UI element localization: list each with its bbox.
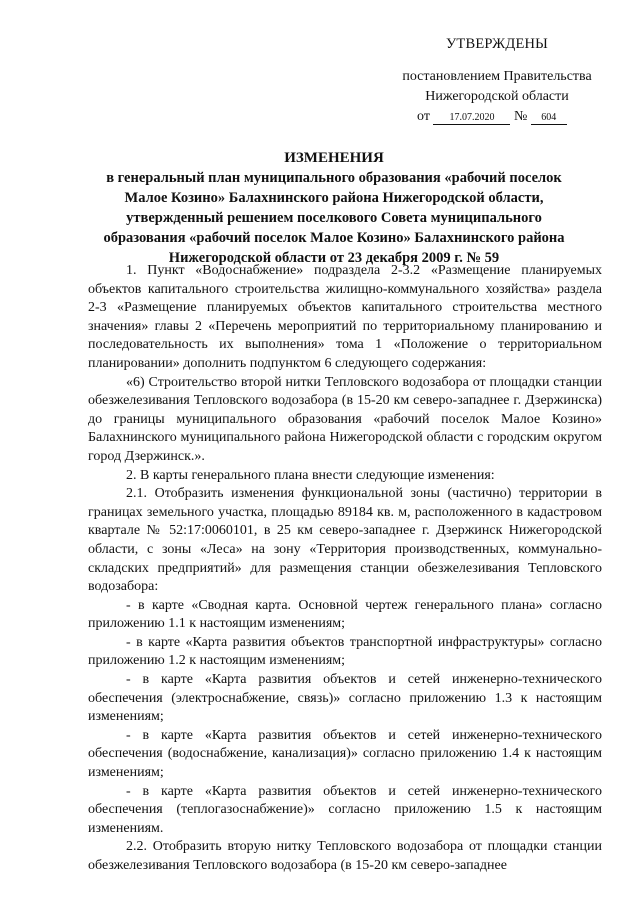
list-item-map-1-2: - в карте «Карта развития объектов транспортной инфраструктуры» согласно приложению 1.2 к настоящим изменениям; (88, 634, 602, 669)
approval-date-line (392, 107, 602, 127)
document-title (88, 148, 580, 268)
paragraph-1: 1. Пункт «Водоснабжение» подраздела 2-3.2 «Размещение планируемых объектов капитального строительства жилищно-коммунального хозяйства» раздела 2-3 «Размещение планируемых объектов капитального строительства местного значения» главы 2 «Перечень мероприятий по территориальному планированию и последовательность их выполнения» тома 1 «Положение о территориальном планировании» дополнить подпунктом 6 следующего содержания: (88, 263, 602, 371)
approval-number: 604 (531, 112, 567, 125)
from-label: от (417, 109, 430, 124)
document-body (88, 262, 602, 876)
list-item-map-1-5: - в карте «Карта развития объектов и сетей инженерно-технического обеспечения (теплогазоснабжение)» согласно приложению 1.5 к настоящим изменениям. (88, 783, 602, 836)
paragraph-2-2: 2.2. Отобразить вторую нитку Тепловского водозабора от площадки станции обезжелезивания Тепловского водозабора (в 15-20 км северо-западнее (88, 839, 602, 873)
list-item-map-1-4: - в карте «Карта развития объектов и сетей инженерно-технического обеспечения (водоснабжение, канализация)» согласно приложению 1.4 к настоящим изменениям; (88, 727, 602, 781)
approval-date: 17.07.2020 (433, 112, 510, 125)
list-item-map-1-3: - в карте «Карта развития объектов и сетей инженерно-технического обеспечения (электроснабжение, связь)» согласно приложению 1.3 к настоящим изменениям; (88, 672, 602, 725)
paragraph-2-1: 2.1. Отобразить изменения функциональной зоны (частично) территории в границах земельного участка, площадью 89184 кв. м, расположенного в кадастровом квартале № 52:17:0060101, в 25 км северо-западнее г. Дзержинск Нижегородской области, с зоны «Леса» на зону «Территория производственных, коммунально-складских предприятий» для размещения станции обезжелезивания Тепловского водозабора: (88, 486, 602, 595)
paragraph-2: 2. В карты генерального плана внести следующие изменения: (126, 467, 495, 483)
title-main: ИЗМЕНЕНИЯ (284, 150, 384, 166)
title-subtitle: в генеральный план муниципального образования «рабочий поселок Малое Козино» Балахнинского района Нижегородской области, утвержденный решением поселкового Совета муниципального образования «рабочий поселок Малое Козино» Балахнинского района Нижегородской области от 23 декабря 2009 г. № 59 (103, 170, 565, 266)
approval-block (392, 34, 602, 127)
approval-line-2: Нижегородской области (425, 89, 569, 104)
paragraph-quote: «6) Строительство второй нитки Тепловского водозабора от площадки станции обезжелезивания Тепловского водозабора (в 15-20 км северо-западнее г. Дзержинска) до границы муниципального образования «рабочий поселок Малое Козино» Балахнинского муниципального района Нижегородской области с городским округом город Дзержинск.». (88, 374, 602, 464)
list-item-map-1-1: - в карте «Сводная карта. Основной чертеж генерального плана» согласно приложению 1.1 к настоящим изменениям; (88, 597, 602, 632)
number-label: № (513, 109, 528, 124)
approval-line-1: постановлением Правительства (402, 69, 592, 84)
approval-heading: УТВЕРЖДЕНЫ (445, 36, 549, 52)
